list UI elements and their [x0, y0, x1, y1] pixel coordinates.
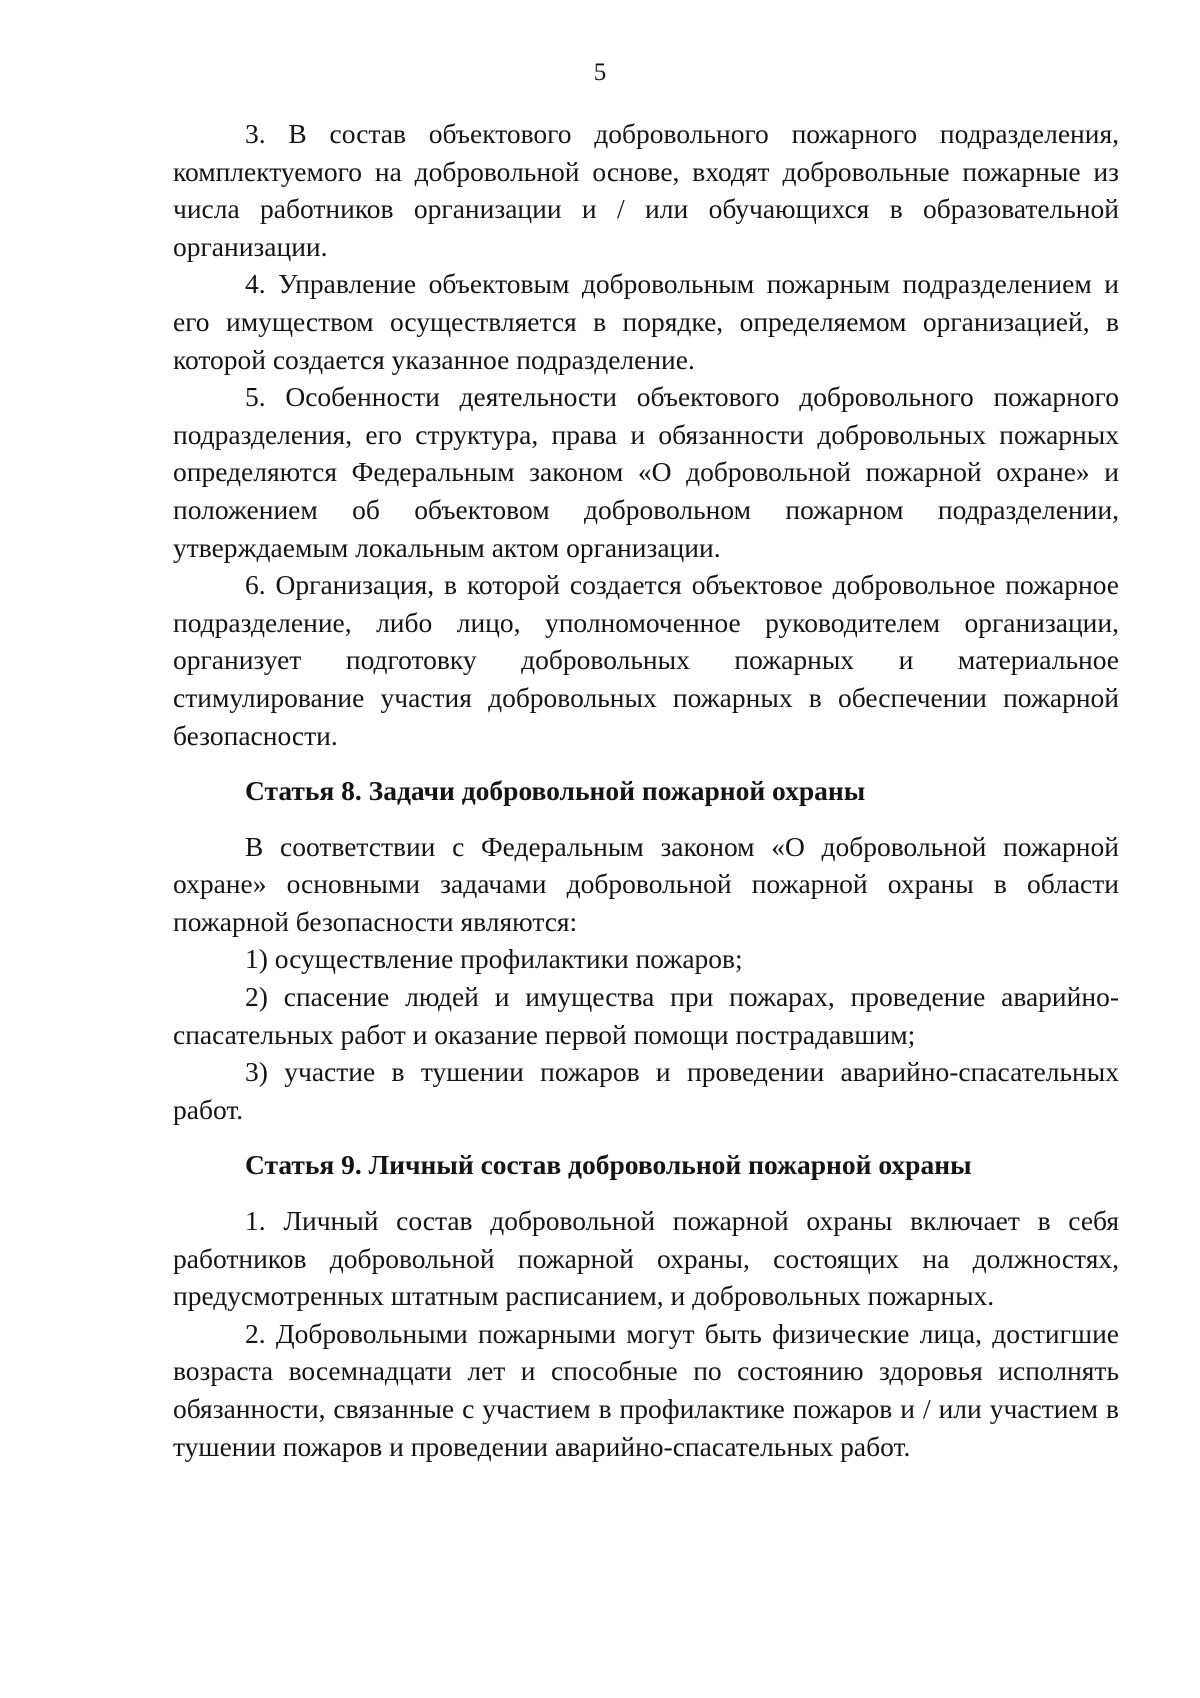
article-9-heading: Статья 9. Личный состав добровольной пожарной охраны — [245, 1149, 972, 1181]
article-8-task-3: 3) участие в тушении пожаров и проведении аварийно-спасательных работ. — [173, 1056, 1119, 1125]
article-8-task-1: 1) осуществление профилактики пожаров; — [245, 943, 743, 975]
article-9-item-1: 1. Личный состав добровольной пожарной охраны включает в себя работников добровольной пожарной охраны, состоящих на должностях, предусмотренных штатным расписанием, и добровольных пожарных. — [173, 1205, 1119, 1312]
paragraph-item-3: 3. В состав объектового добровольного пожарного подразделения, комплектуемого на добровольной основе, входят добровольные пожарные из числа работников организации и / или обучающихся в образовательной организации. — [173, 118, 1119, 262]
article-8-task-2: 2) спасение людей и имущества при пожарах, проведение аварийно-спасательных работ и оказание первой помощи пострадавшим; — [173, 981, 1119, 1050]
article-8-heading: Статья 8. Задачи добровольной пожарной охраны — [245, 775, 866, 807]
paragraph-item-5: 5. Особенности деятельности объектового добровольного пожарного подразделения, его структура, права и обязанности добровольных пожарных определяются Федеральным законом «О добровольной пожарной охране» и положением об объектовом добровольном пожарном подразделении, утверждаемым локальным актом организации. — [173, 381, 1119, 563]
paragraph-item-6: 6. Организация, в которой создается объектовое добровольное пожарное подразделение, либо лицо, уполномоченное руководителем организации, организует подготовку добровольных пожарных и материальное стимулирование участия добровольных пожарных в обеспечении пожарной безопасности. — [173, 569, 1119, 751]
document-body — [173, 115, 1119, 1465]
paragraph-item-4: 4. Управление объектовым добровольным пожарным подразделением и его имуществом осуществляется в порядке, определяемом организацией, в которой создается указанное подразделение. — [173, 268, 1119, 375]
article-9-item-2: 2. Добровольными пожарными могут быть физические лица, достигшие возраста восемнадцати лет и способные по состоянию здоровья исполнять обязанности, связанные с участием в профилактике пожаров и / или участием в тушении пожаров и проведении аварийно-спасательных работ. — [173, 1317, 1119, 1462]
page-number: 5 — [593, 59, 607, 86]
article-8-intro: В соответствии с Федеральным законом «О добровольной пожарной охране» основными задачами добровольной пожарной охраны в области пожарной безопасности являются: — [173, 830, 1119, 937]
